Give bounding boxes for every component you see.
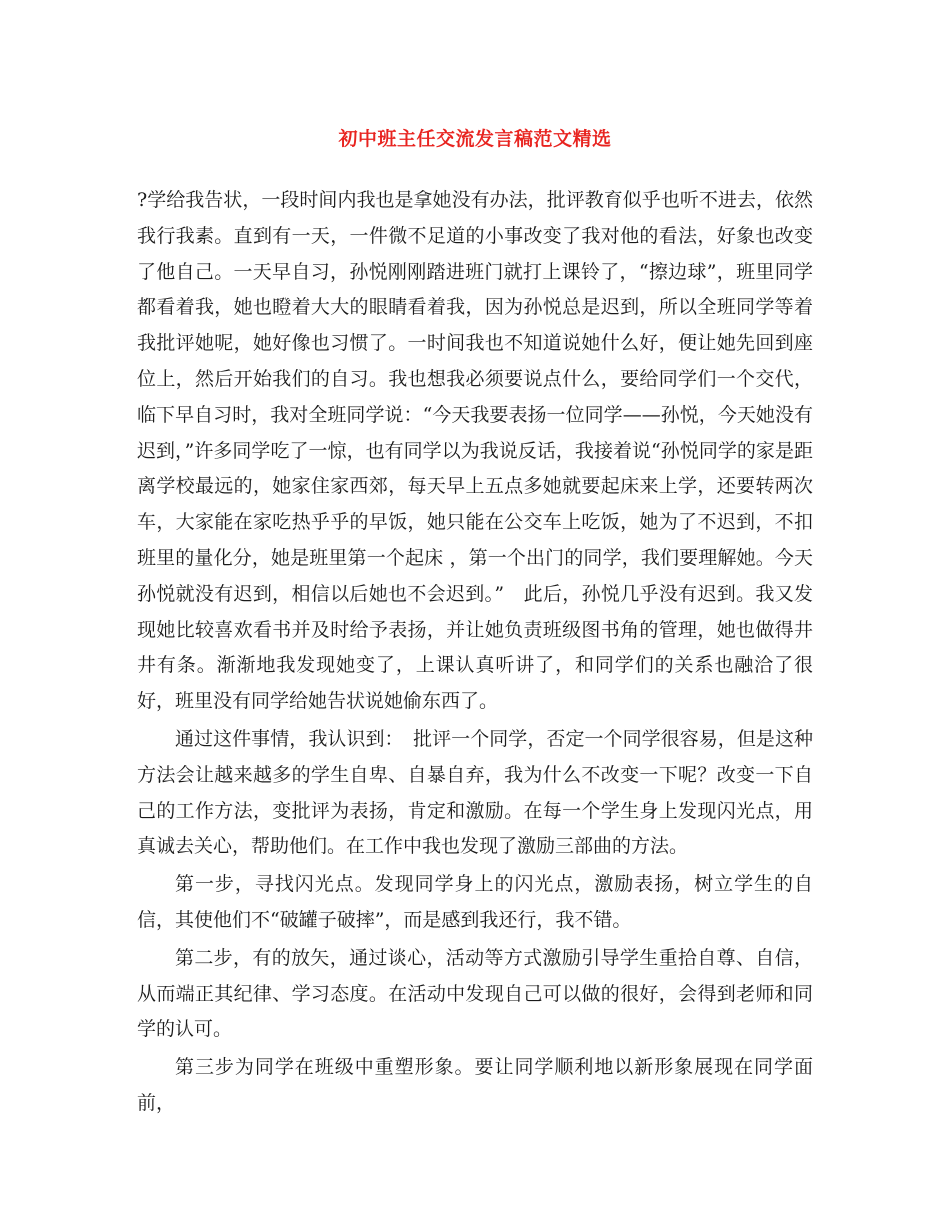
document-body bbox=[137, 183, 813, 1124]
paragraph-4: 第二步，有的放矢，通过谈心，活动等方式激励引导学生重拾自尊、自信，从而端正其纪律、学习态度。在活动中发现自己可以做的很好，会得到老师和同学的认可。 bbox=[137, 946, 813, 1041]
paragraph-3: 第一步，寻找闪光点。发现同学身上的闪光点，激励表扬，树立学生的自信，其使他们不“破罐子破摔”，而是感到我还行，我不错。 bbox=[137, 873, 813, 931]
paragraph-2: 通过这件事情，我认识到： 批评一个同学，否定一个同学很容易，但是这种方法会让越来越多的学生自卑、自暴自弃，我为什么不改变一下呢？改变一下自己的工作方法，变批评为表扬，肯定和激励。在每一个学生身上发现闪光点，用真诚去关心，帮助他们。在工作中我也发现了激励三部曲的方法。 bbox=[137, 727, 813, 858]
paragraph-5: 第三步为同学在班级中重塑形象。要让同学顺利地以新形象展现在同学面前， bbox=[137, 1056, 813, 1114]
document-title: 初中班主任交流发言稿范文精选 bbox=[338, 128, 612, 150]
paragraph-1: ?学给我告状，一段时间内我也是拿她没有办法，批评教育似乎也听不进去，依然我行我素。直到有一天，一件微不足道的小事改变了我对他的看法，好象也改变了他自己。一天早自习，孙悦刚刚踏进班门就打上课铃了，“擦边球”，班里同学都看着我，她也瞪着大大的眼睛看着我，因为孙悦总是迟到，所以全班同学等着我批评她呢，她好像也习惯了。一时间我也不知道说她什么好，便让她先回到座位上，然后开始我们的自习。我也想我必须要说点什么，要给同学们一个交代，临下早自习时，我对全班同学说：“今天我要表扬一位同学——孙悦，今天她没有迟到，”许多同学吃了一惊，也有同学以为我说反话，我接着说“孙悦同学的家是距离学校最远的，她家住家西郊，每天早上五点多她就要起床来上学，还要转两次车，大家能在家吃热乎乎的早饭，她只能在公交车上吃饭，她为了不迟到，不扣班里的量化分，她是班里第一个起床 ，第一个出门的同学，我们要理解她。今天孙悦就没有迟到，相信以后她也不会迟到。” 此后，孙悦几乎没有迟到。我又发现她比较喜欢看书并及时给予表扬，并让她负责班级图书角的管理，她也做得井井有条。渐渐地我发现她变了，上课认真听讲了，和同学们的关系也融洽了很好，班里没有同学给她告状说她偷东西了。 bbox=[137, 189, 813, 713]
